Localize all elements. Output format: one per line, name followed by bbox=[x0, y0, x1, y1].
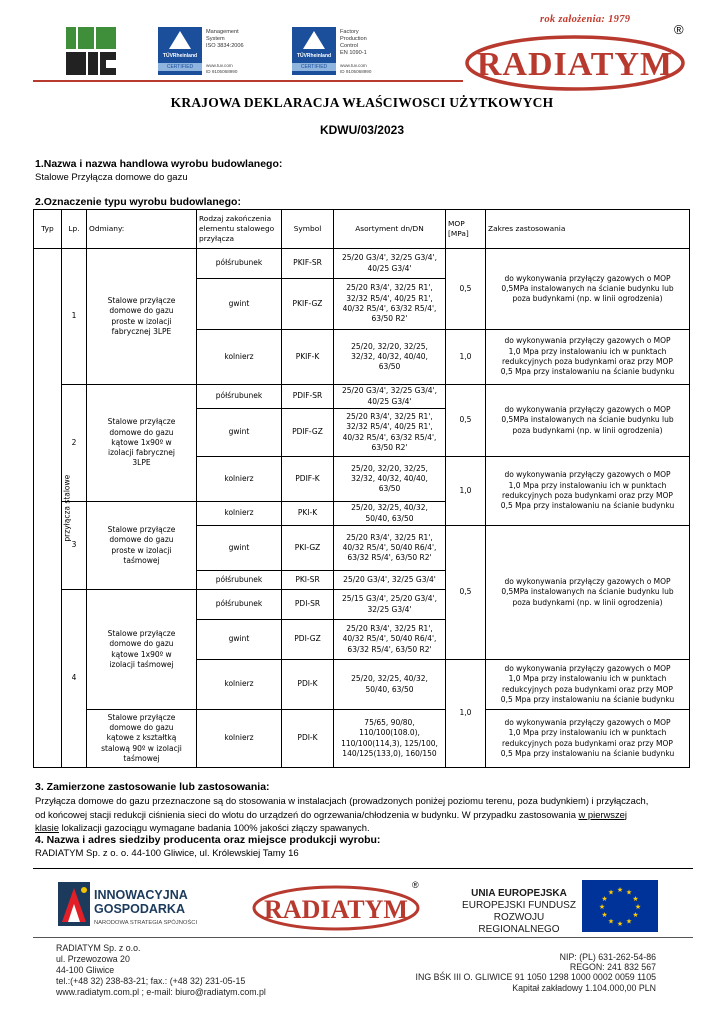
symbol-cell: PDIF-GZ bbox=[282, 409, 334, 457]
svg-text:★: ★ bbox=[625, 888, 633, 897]
document-number: KDWU/03/2023 bbox=[319, 123, 405, 137]
svg-text:★: ★ bbox=[598, 903, 606, 911]
radiatym-logo bbox=[465, 27, 690, 98]
tuv-certificate-management bbox=[158, 27, 276, 75]
section-4-heading: 4. Nazwa i adres siedziby producenta oraz miejsce produkcji wyrobu: bbox=[35, 834, 381, 846]
zakres-cell: do wykonywania przyłączy gazowych o MOP 0,5MPa instalowanych na ścianie budynku lub poza budynkami (np. w linii ogrodzenia) bbox=[486, 249, 690, 330]
footer-divider bbox=[33, 868, 693, 869]
company-logo-nc bbox=[66, 27, 116, 75]
certificate-id: www.tuv.com ID 9105068990 bbox=[340, 63, 372, 74]
eu-flag-icon bbox=[582, 880, 658, 937]
symbol-cell: PKIF-K bbox=[282, 330, 334, 385]
odmiany-cell: Stalowe przyłącze domowe do gazu kątowe 1x90º w izolacji fabrycznej 3LPE bbox=[87, 385, 197, 502]
symbol-cell: PKI-K bbox=[282, 502, 334, 526]
zakres-cell: do wykonywania przyłączy gazowych o MOP 0,5MPa instalowanych na ścianie budynku lub poza budynkami (np. w linii ogrodzenia) bbox=[486, 526, 690, 660]
svg-text:★: ★ bbox=[632, 895, 639, 903]
symbol-cell: PKI-GZ bbox=[282, 526, 334, 571]
rodzaj-cell: kolnierz bbox=[197, 710, 282, 768]
asort-cell: 25/20 R3/4', 32/25 R1', 40/32 R5/4', 50/40 R6/4', 63/32 R5/4', 63/50 R2' bbox=[334, 526, 446, 571]
founded-year: rok założenia: 1979 bbox=[540, 14, 631, 25]
header-symbol: Symbol bbox=[282, 210, 334, 249]
rodzaj-cell: kolnierz bbox=[197, 502, 282, 526]
registered-mark-footer: ® bbox=[412, 880, 419, 890]
header-odmiany: Odmiany: bbox=[87, 210, 197, 249]
asort-cell: 75/65, 90/80, 110/100(108.0), 110/100(114,3), 125/100, 140/125(133,0), 160/150 bbox=[334, 710, 446, 768]
innowacyjna-gospodarka-logo-icon bbox=[58, 882, 90, 931]
zakres-cell: do wykonywania przyłączy gazowych o MOP 1,0 Mpa przy instalowaniu ich w punktach redukcyjnych poza budynkami oraz przy MOP 0,5 Mpa przy instalowaniu na ścianie budynku bbox=[486, 457, 690, 526]
svg-text:★: ★ bbox=[616, 920, 624, 928]
tuv-logo-icon: TÜVRheinland CERTIFIED bbox=[292, 27, 336, 75]
rodzaj-cell: gwint bbox=[197, 279, 282, 330]
symbol-cell: PKIF-GZ bbox=[282, 279, 334, 330]
table-row bbox=[34, 385, 690, 409]
section-1-text: Stalowe Przyłącza domowe do gazu bbox=[35, 172, 188, 183]
symbol-cell: PDIF-SR bbox=[282, 385, 334, 409]
svg-text:★: ★ bbox=[607, 888, 615, 897]
symbol-cell: PDI-K bbox=[282, 710, 334, 768]
symbol-cell: PDI-GZ bbox=[282, 620, 334, 660]
certificate-id: www.tuv.com ID 9105068990 bbox=[206, 63, 238, 74]
asort-cell: 25/20, 32/25, 40/32, 50/40, 63/50 bbox=[334, 502, 446, 526]
header-typ: Typ bbox=[34, 210, 62, 249]
company-registration: NIP: (PL) 631-262-54-86 REGON: 241 832 567 ING BŚK III O. GLIWICE 91 1050 1298 1000 0002 0059 1105 Kapitał zakładowy 1.104.000,00 PLN bbox=[415, 952, 656, 993]
mop-cell: 1,0 bbox=[446, 660, 486, 768]
footer-separator bbox=[33, 937, 693, 938]
rodzaj-cell: półśrubunek bbox=[197, 571, 282, 590]
svg-text:★: ★ bbox=[601, 911, 608, 919]
svg-text:★: ★ bbox=[625, 917, 633, 926]
certificate-label: Factory Production Control EN 1090-1 bbox=[340, 29, 367, 56]
odmiany-cell: Stalowe przyłącze domowe do gazu proste w izolacji taśmowej bbox=[87, 502, 197, 590]
svg-text:★: ★ bbox=[632, 911, 639, 919]
registered-mark: ® bbox=[674, 22, 684, 37]
mop-cell: 0,5 bbox=[446, 526, 486, 660]
rodzaj-cell: półśrubunek bbox=[197, 385, 282, 409]
product-table bbox=[33, 209, 690, 768]
asort-cell: 25/20 G3/4', 32/25 G3/4', 40/25 G3/4' bbox=[334, 385, 446, 409]
zakres-cell: do wykonywania przyłączy gazowych o MOP 1,0 Mpa przy instalowaniu ich w punktach redukcyjnych poza budynkami oraz przy MOP 0,5 Mpa przy instalowaniu na ścianie budynku bbox=[486, 660, 690, 710]
svg-text:★: ★ bbox=[601, 895, 608, 903]
brand-name-footer: RADIATYM bbox=[264, 895, 408, 924]
radiatym-logo-footer bbox=[252, 882, 420, 937]
symbol-cell: PKI-SR bbox=[282, 571, 334, 590]
asort-cell: 25/20 R3/4', 32/25 R1', 32/32 R5/4', 40/25 R1', 40/32 R5/4', 63/32 R5/4', 63/50 R2' bbox=[334, 409, 446, 457]
symbol-cell: PKIF-SR bbox=[282, 249, 334, 279]
table-row bbox=[34, 710, 690, 768]
lp-cell: 4 bbox=[62, 590, 87, 768]
rodzaj-cell: gwint bbox=[197, 620, 282, 660]
ue-fund-text: UNIA EUROPEJSKA EUROPEJSKI FUNDUSZ ROZWOJU REGIONALNEGO bbox=[462, 888, 576, 935]
mop-cell: 1,0 bbox=[446, 330, 486, 385]
tuv-logo-icon: TÜVRheinland CERTIFIED bbox=[158, 27, 202, 75]
rodzaj-cell: półśrubunek bbox=[197, 590, 282, 620]
section-4-text: RADIATYM Sp. z o. o. 44-100 Gliwice, ul. Królewskiej Tamy 16 bbox=[35, 848, 299, 859]
brand-name: RADIATYM bbox=[476, 46, 674, 83]
company-address: RADIATYM Sp. z o.o. ul. Przewozowa 20 44-100 Gliwice tel.:(+48 32) 238-83-21; fax.: (+48 32) 231-05-15 www.radiatym.com.pl ; e-mail: biuro@radiatym.com.pl bbox=[56, 943, 266, 997]
tuv-certificate-factory bbox=[292, 27, 410, 75]
asort-cell: 25/20 R3/4', 32/25 R1', 40/32 R5/4', 50/40 R6/4', 63/32 R5/4', 63/50 R2' bbox=[334, 620, 446, 660]
certificate-label: Management System ISO 3834:2006 bbox=[206, 29, 244, 49]
header-mop: MOP [MPa] bbox=[446, 210, 486, 249]
rodzaj-cell: gwint bbox=[197, 526, 282, 571]
lp-cell: 1 bbox=[62, 249, 87, 385]
rodzaj-cell: gwint bbox=[197, 409, 282, 457]
table-header-row bbox=[34, 210, 690, 249]
asort-cell: 25/20 G3/4', 32/25 G3/4' bbox=[334, 571, 446, 590]
innowacyjna-gospodarka-subtitle: NARODOWA STRATEGIA SPÓJNOŚCI bbox=[94, 920, 198, 926]
svg-text:★: ★ bbox=[607, 917, 615, 926]
odmiany-cell: Stalowe przyłącze domowe do gazu proste w izolacji fabrycznej 3LPE bbox=[87, 249, 197, 385]
mop-cell: 0,5 bbox=[446, 249, 486, 330]
header-rodzaj: Rodzaj zakończenia elementu stalowego przyłącza bbox=[197, 210, 282, 249]
asort-cell: 25/20, 32/25, 40/32, 50/40, 63/50 bbox=[334, 660, 446, 710]
header-zakres: Zakres zastosowania bbox=[486, 210, 690, 249]
asort-cell: 25/20, 32/20, 32/25, 32/32, 40/32, 40/40, 63/50 bbox=[334, 330, 446, 385]
zakres-cell: do wykonywania przyłączy gazowych o MOP 0,5MPa instalowanych na ścianie budynku lub poza budynkami (np. w linii ogrodzenia) bbox=[486, 385, 690, 457]
header-lp: Lp. bbox=[62, 210, 87, 249]
zakres-cell: do wykonywania przyłączy gazowych o MOP 1,0 Mpa przy instalowaniu ich w punktach redukcyjnych poza budynkami oraz przy MOP 0,5 Mpa przy instalowaniu na ścianie budynku bbox=[486, 330, 690, 385]
odmiany-cell: Stalowe przyłącze domowe do gazu kątowe 1x90º w izolacji taśmowej bbox=[87, 590, 197, 710]
mop-cell: 0,5 bbox=[446, 385, 486, 457]
symbol-cell: PDI-SR bbox=[282, 590, 334, 620]
rodzaj-cell: kolnierz bbox=[197, 330, 282, 385]
rodzaj-cell: kolnierz bbox=[197, 660, 282, 710]
header-divider bbox=[33, 80, 463, 82]
asort-cell: 25/15 G3/4', 25/20 G3/4', 32/25 G3/4' bbox=[334, 590, 446, 620]
svg-text:★: ★ bbox=[616, 886, 624, 894]
table-row bbox=[34, 249, 690, 279]
symbol-cell: PDI-K bbox=[282, 660, 334, 710]
section-2-heading: 2.Oznaczenie typu wyrobu budowlanego: bbox=[35, 196, 241, 208]
innowacyjna-gospodarka-text: INNOWACYJNA GOSPODARKA bbox=[94, 888, 188, 916]
company-website-email[interactable]: www.radiatym.com.pl ; e-mail: biuro@radiatym.com.pl bbox=[56, 987, 266, 997]
asort-cell: 25/20 R3/4', 32/25 R1', 32/32 R5/4', 40/25 R1', 40/32 R5/4', 63/32 R5/4', 63/50 R2' bbox=[334, 279, 446, 330]
lp-cell: 3 bbox=[62, 502, 87, 590]
odmiany-cell: Stalowe przyłącze domowe do gazu kątowe z kształtką stalową 90º w izolacji taśmowej bbox=[87, 710, 197, 768]
symbol-cell: PDIF-K bbox=[282, 457, 334, 502]
typ-cell: przyłącza stalowe bbox=[34, 249, 62, 768]
section-3-heading: 3. Zamierzone zastosowanie lub zastosowania: bbox=[35, 781, 270, 793]
asort-cell: 25/20, 32/20, 32/25, 32/32, 40/32, 40/40, 63/50 bbox=[334, 457, 446, 502]
mop-cell: 1,0 bbox=[446, 457, 486, 526]
section-1-heading: 1.Nazwa i nazwa handlowa wyrobu budowlanego: bbox=[35, 158, 283, 170]
document-title: KRAJOWA DEKLARACJA WŁAŚCIWOSCI UŻYTKOWYCH bbox=[170, 95, 554, 110]
lp-cell: 2 bbox=[62, 385, 87, 502]
asort-cell: 25/20 G3/4', 32/25 G3/4', 40/25 G3/4' bbox=[334, 249, 446, 279]
zakres-cell: do wykonywania przyłączy gazowych o MOP 1,0 Mpa przy instalowaniu ich w punktach redukcyjnych poza budynkami oraz przy MOP 0,5 Mpa przy instalowaniu na ścianie budynku bbox=[486, 710, 690, 768]
svg-text:★: ★ bbox=[634, 903, 642, 911]
section-3-text: Przyłącza domowe do gazu przeznaczone są do stosowania w instalacjach (prowadzonych poniżej poziomu terenu, poza budynkiem) i przyłączach, od końcowej stacji redukcji ciśnienia sieci do wlotu do urządzeń do ogrzewania/chłodzenia w budynku. W przypadku zastosowania w pierwszej klasie lokalizacji gazociągu wymagane badania 100% jakości złączy spawanych. bbox=[35, 795, 649, 833]
header-asortyment: Asortyment dn/DN bbox=[334, 210, 446, 249]
rodzaj-cell: półśrubunek bbox=[197, 249, 282, 279]
rodzaj-cell: kolnierz bbox=[197, 457, 282, 502]
